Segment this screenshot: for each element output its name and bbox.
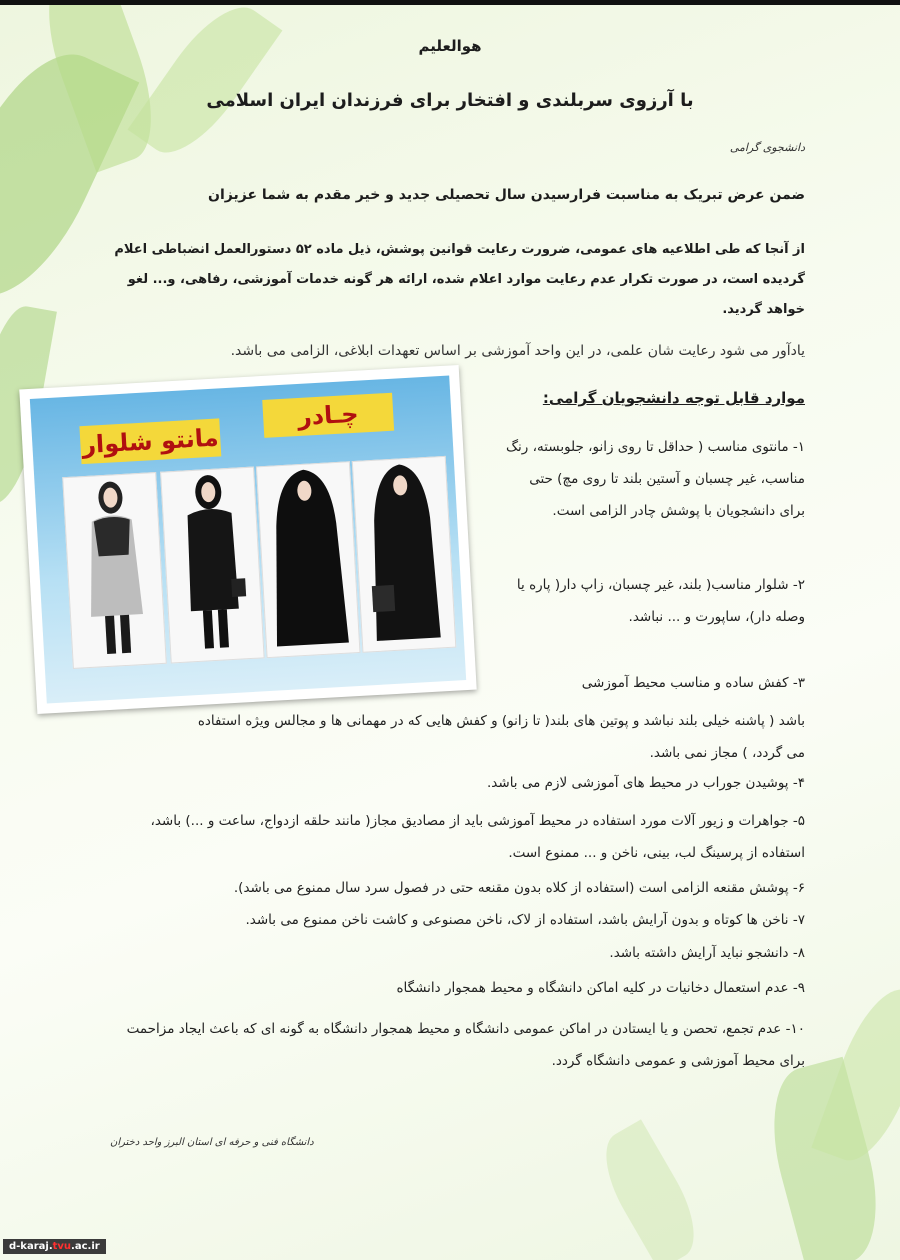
rules-list-title: موارد قابل توجه دانشجویان گرامی: [542, 389, 805, 407]
intro-greeting: ضمن عرض تبریک به مناسبت فرارسیدن سال تحصیلی جدید و خیر مقدم به شما عزیزان [208, 187, 805, 203]
notice-page [0, 5, 900, 1260]
list-item: ۶- پوشش مقنعه الزامی است (استفاده از کلاه بدون مقنعه حتی در فصول سرد سال ممنوع می باشد). [233, 880, 805, 896]
banner-manto-shalvar: مانتو شلوار [79, 418, 221, 464]
list-item: ۹- عدم استعمال دخانیات در کلیه اماکن دانشگاه و محیط همجوار دانشگاه [396, 980, 805, 996]
list-item: ۴- پوشیدن جوراب در محیط های آموزشی لازم می باشد. [487, 775, 805, 791]
figure-card [160, 467, 265, 664]
list-item: ۷- ناخن ها کوتاه و بدون آرایش باشد، استفاده از لاک، ناخن مصنوعی و کاشت ناخن ممنوع می باشد. [245, 912, 805, 928]
watermark-prefix: d-karaj. [9, 1241, 53, 1252]
site-watermark [3, 1239, 106, 1254]
dress-code-photo [19, 365, 476, 714]
woman-black-manto-figure [167, 468, 257, 657]
list-item: ۱- مانتوی مناسب ( حداقل تا روی زانو، جلوبسته، رنگ مناسب، غیر چسبان و آستین بلند تا روی مچ) حتی برای دانشجویان با پوشش چادر الزامی است. [505, 439, 805, 519]
figure-card [352, 456, 457, 653]
list-item: ۱۰- عدم تجمع، تحصن و یا ایستادن در اماکن عمومی دانشگاه و محیط همجوار دانشگاه به گونه ای که باعث ایجاد مزاحمت برای محیط آموزشی و عمومی دانشگاه گردد. [126, 1021, 805, 1069]
leaf-decoration [128, 5, 283, 170]
list-item: ۸- دانشجو نباید آرایش داشته باشد. [609, 945, 805, 961]
list-item: ۳- کفش ساده و مناسب محیط آموزشی [581, 675, 805, 691]
figure-card [256, 461, 361, 658]
list-item: باشد ( پاشنه خیلی بلند نباشد و پوتین های بلند( تا زانو) و کفش هایی که در مهمانی ها و مجالس ویژه استفاده می گردد، ) مجاز نمی باشد. [197, 713, 805, 761]
woman-chador-bag-figure [359, 457, 449, 646]
watermark-highlight: tvu [52, 1241, 72, 1252]
watermark-suffix: .ac.ir [71, 1241, 100, 1252]
list-item: ۵- جواهرات و زیور آلات مورد استفاده در محیط آموزشی باید از مصادیق مجاز( مانند حلقه ازدواج، ساعت و ...) باشد، استفاده از پرسینگ لب، بینی، ناخن و ... ممنوع است. [150, 813, 805, 861]
banner-chador: چـادر [262, 393, 394, 438]
reminder-paragraph: یادآور می شود رعایت شان علمی، در این واحد آموزشی بر اساس تعهدات ابلاغی، الزامی می باشد. [230, 343, 805, 359]
page-title: با آرزوی سربلندی و افتخار برای فرزندان ایران اسلامی [206, 90, 694, 111]
signature: دانشگاه فنی و حرفه ای استان البرز واحد دختران [110, 1137, 314, 1148]
salutation: دانشجوی گرامی [729, 141, 805, 154]
leaf-decoration [589, 1119, 711, 1260]
woman-chador-figure [263, 463, 353, 652]
woman-manto-figure [69, 473, 159, 662]
intro-paragraph: از آنجا که طی اطلاعیه های عمومی، ضرورت رعایت قوانین پوشش، ذیل ماده ۵۲ دستورالعمل انضباطی اعلام گردیده است، در صورت تکرار عدم رعایت موارد اعلام شده، ارائه هر گونه خدمات آموزشی، رفاهی، و... لغو خواهد گردید. [114, 242, 805, 317]
figure-card [62, 472, 167, 669]
list-item: ۲- شلوار مناسب( بلند، غیر چسبان، زاپ دار( پاره یا وصله دار)، ساپورت و ... نباشد. [516, 577, 805, 625]
bismillah-heading: هوالعلیم [418, 37, 482, 55]
